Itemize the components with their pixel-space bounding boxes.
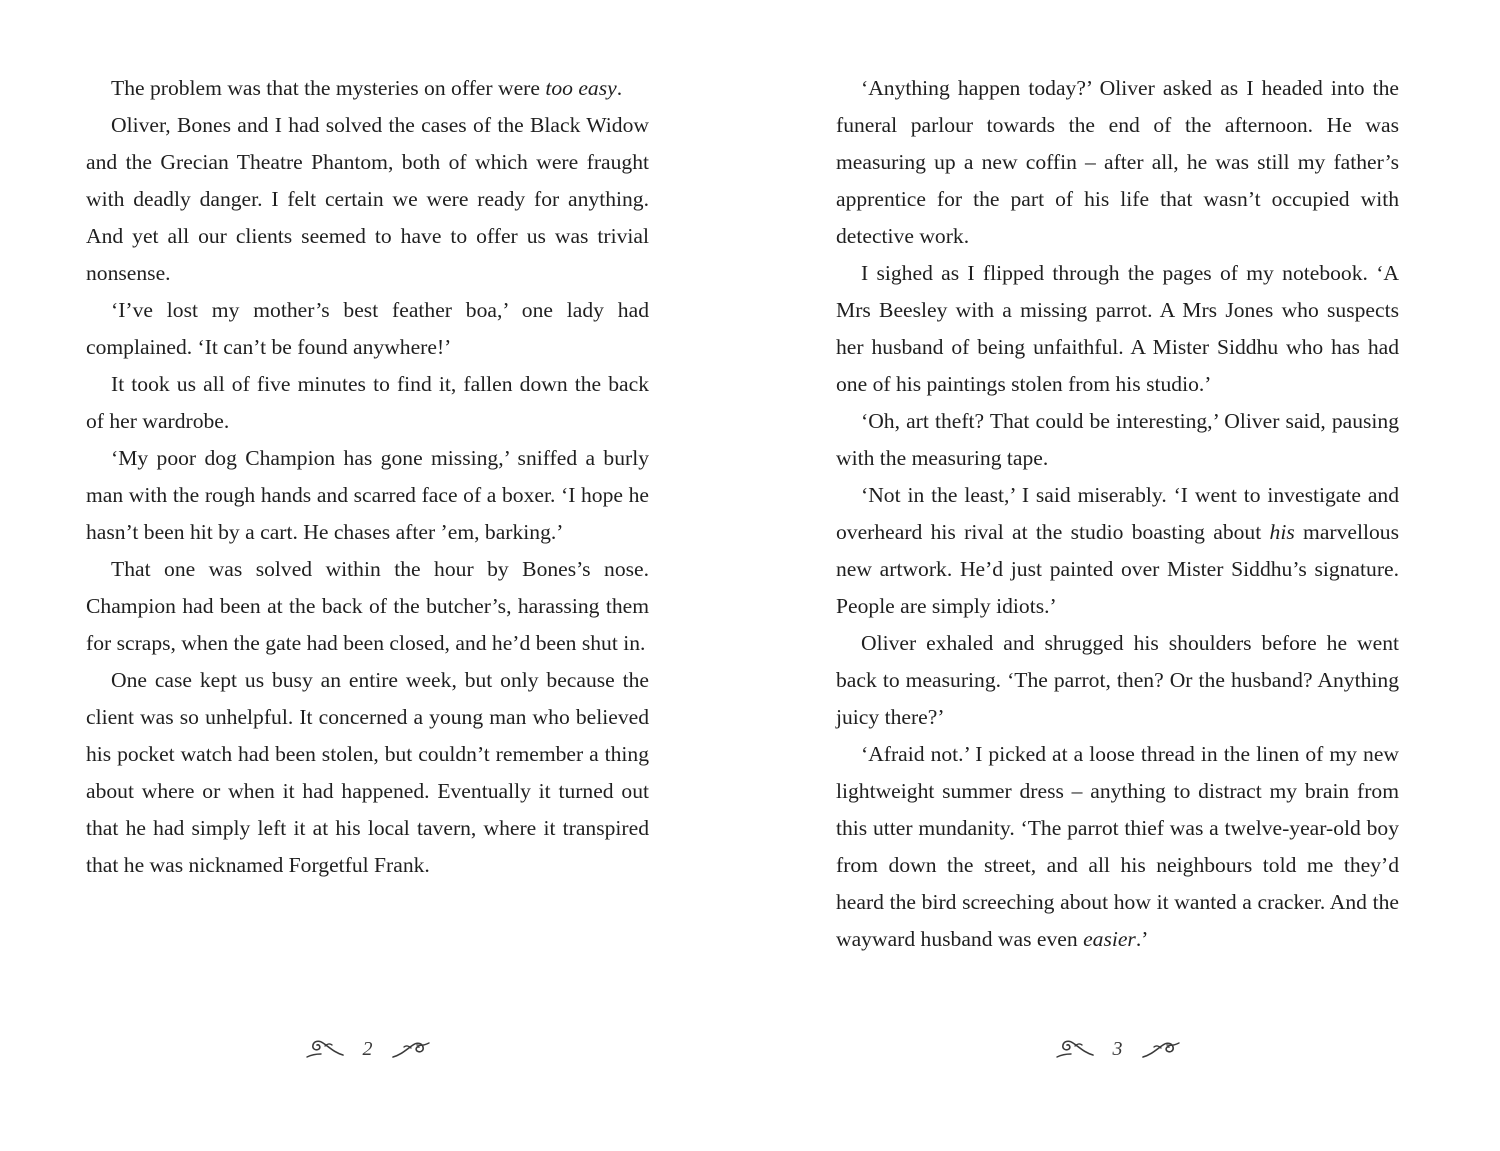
paragraph: ‘My poor dog Champion has gone missing,’ sniffed a burly man with the rough hands and scarred face of a boxer. ‘I hope he hasn’t been hit by a cart. He chases after ’em, barking.’: [86, 446, 649, 544]
paragraph: It took us all of five minutes to find it, fallen down the back of her wardrobe.: [86, 372, 649, 433]
paragraph: ‘I’ve lost my mother’s best feather boa,’ one lady had complained. ‘It can’t be found anywhere!’: [86, 298, 649, 359]
flourish-left-icon: [305, 1037, 345, 1061]
paragraph: That one was solved within the hour by Bones’s nose. Champion had been at the back of the butcher’s, harassing them for scraps, when the gate had been closed, and he’d been shut in.: [86, 557, 649, 655]
flourish-right-icon: [391, 1037, 431, 1061]
paragraph: ‘Anything happen today?’ Oliver asked as I headed into the funeral parlour towards the end of the afternoon. He was measuring up a new coffin – after all, he was still my father’s apprentice for the part of his life that wasn’t occupied with detective work.: [836, 76, 1399, 248]
page-number: 2: [362, 1037, 373, 1060]
page-footer-right: [836, 1037, 1399, 1061]
paragraph: ‘Not in the least,’ I said miserably. ‘I went to investigate and overheard his rival at the studio boasting about his marvellous new artwork. He’d just painted over Mister Siddhu’s signature. People are simply idiots.’: [836, 483, 1399, 618]
paragraph: I sighed as I flipped through the pages of my notebook. ‘A Mrs Beesley with a missing parrot. A Mrs Jones who suspects her husband of being unfaithful. A Mister Siddhu who has had one of his paintings stolen from his studio.’: [836, 261, 1399, 396]
left-page: [86, 70, 649, 884]
page-footer-left: [86, 1037, 649, 1061]
paragraph: ‘Oh, art theft? That could be interesting,’ Oliver said, pausing with the measuring tape.: [836, 409, 1399, 470]
paragraph: ‘Afraid not.’ I picked at a loose thread in the linen of my new lightweight summer dress – anything to distract my brain from this utter mundanity. ‘The parrot thief was a twelve-year-old boy from down the street, and all his neighbours told me they’d heard the bird screeching about how it wanted a cracker. And the wayward husband was even easier.’: [836, 742, 1399, 951]
paragraph: Oliver exhaled and shrugged his shoulders before he went back to measuring. ‘The parrot, then? Or the husband? Anything juicy there?’: [836, 631, 1399, 729]
paragraph: The problem was that the mysteries on offer were too easy.: [111, 76, 623, 100]
flourish-right-icon: [1141, 1037, 1181, 1061]
right-page: [836, 70, 1399, 958]
paragraph: Oliver, Bones and I had solved the cases of the Black Widow and the Grecian Theatre Phantom, both of which were fraught with deadly danger. I felt certain we were ready for anything. And yet all our clients seemed to have to offer us was trivial nonsense.: [86, 113, 649, 285]
paragraph: One case kept us busy an entire week, but only because the client was so unhelpful. It concerned a young man who believed his pocket watch had been stolen, but couldn’t remember a thing about where or when it had happened. Eventually it turned out that he had simply left it at his local tavern, where it transpired that he was nicknamed Forgetful Frank.: [86, 668, 649, 877]
page-number: 3: [1112, 1037, 1123, 1060]
flourish-left-icon: [1055, 1037, 1095, 1061]
